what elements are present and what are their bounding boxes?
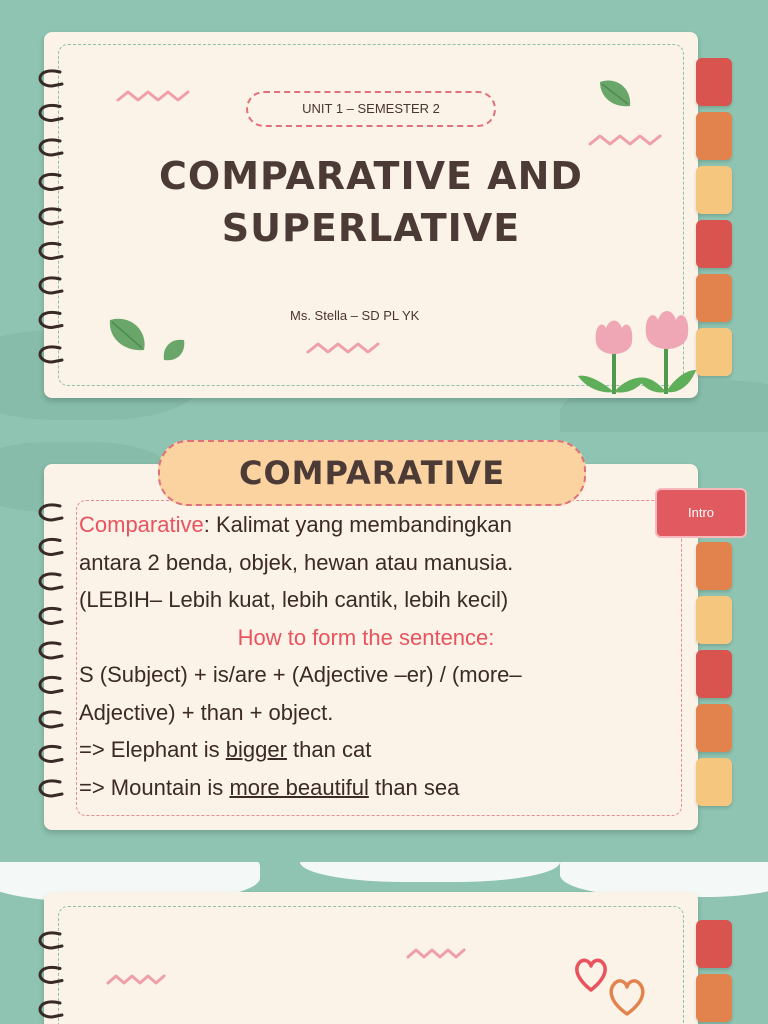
title-line-2: SUPERLATIVE <box>221 206 521 250</box>
section-heading-text: COMPARATIVE <box>238 454 506 492</box>
notebook-tab[interactable] <box>696 166 732 214</box>
notebook-tab[interactable] <box>696 542 732 590</box>
definition-line-2: antara 2 benda, objek, hewan atau manusia. <box>79 549 514 575</box>
leaf-icon <box>160 336 188 364</box>
example-2-prefix: => Mountain is <box>79 774 230 800</box>
example-1-suffix: than cat <box>286 737 372 762</box>
notebook-tab[interactable] <box>696 220 732 268</box>
notebook-tab[interactable] <box>696 328 732 376</box>
notebook-card <box>44 892 698 1024</box>
definition-line-1 <box>79 506 679 544</box>
notebook-tab[interactable] <box>696 596 732 644</box>
page-title <box>104 150 638 254</box>
squiggle-icon <box>306 340 382 358</box>
lesson-body <box>79 506 679 806</box>
example-1-prefix: => Elephant is <box>79 737 226 762</box>
term-comparative: Comparative <box>79 512 204 537</box>
formula-line-2: Adjective) + than + object. <box>79 699 334 725</box>
notebook-tab[interactable] <box>696 112 732 160</box>
definition-text: : Kalimat yang membandingkan <box>203 512 512 537</box>
formula-line-1: S (Subject) + is/are + (Adjective –er) / (more– <box>79 662 522 687</box>
example-1-key: bigger <box>225 737 287 762</box>
squiggle-icon <box>406 946 466 962</box>
title-line-1: COMPARATIVE AND <box>159 154 583 198</box>
spiral-binding-icon <box>32 498 66 808</box>
slide-next <box>0 862 768 1024</box>
slide-comparative <box>0 432 768 862</box>
unit-label <box>246 91 496 127</box>
definition-line-3: (LEBIH– Lebih kuat, lebih cantik, lebih kecil) <box>79 587 509 612</box>
slide-title <box>0 0 768 432</box>
notebook-tab[interactable] <box>696 704 732 752</box>
notebook-tab[interactable] <box>696 758 732 806</box>
heart-icon <box>572 956 610 994</box>
background-texture <box>300 862 560 882</box>
squiggle-icon <box>116 88 192 106</box>
author-label: Ms. Stella – SD PL YK <box>290 308 420 323</box>
squiggle-icon <box>106 972 166 988</box>
unit-label-text: UNIT 1 – SEMESTER 2 <box>302 101 440 116</box>
leaf-icon <box>106 314 150 356</box>
notebook-tab[interactable] <box>696 58 732 106</box>
example-2-key: more beautiful <box>229 774 369 800</box>
squiggle-icon <box>588 132 664 150</box>
example-2-suffix: than sea <box>368 774 460 800</box>
notebook-tab[interactable] <box>696 920 732 968</box>
notebook-tab[interactable] <box>696 274 732 322</box>
how-to-heading: How to form the sentence: <box>237 624 495 650</box>
tab-intro-label: Intro <box>687 505 714 520</box>
tulip-icon <box>572 304 698 398</box>
section-heading <box>158 440 586 506</box>
leaf-icon <box>596 76 636 112</box>
spiral-binding-icon <box>32 64 66 374</box>
example-2 <box>79 769 679 807</box>
example-1 <box>79 731 679 769</box>
heart-icon <box>606 976 648 1018</box>
notebook-tab[interactable] <box>696 974 732 1022</box>
notebook-tab[interactable] <box>696 650 732 698</box>
notebook-card <box>44 32 698 398</box>
spiral-binding-icon <box>32 926 66 1024</box>
